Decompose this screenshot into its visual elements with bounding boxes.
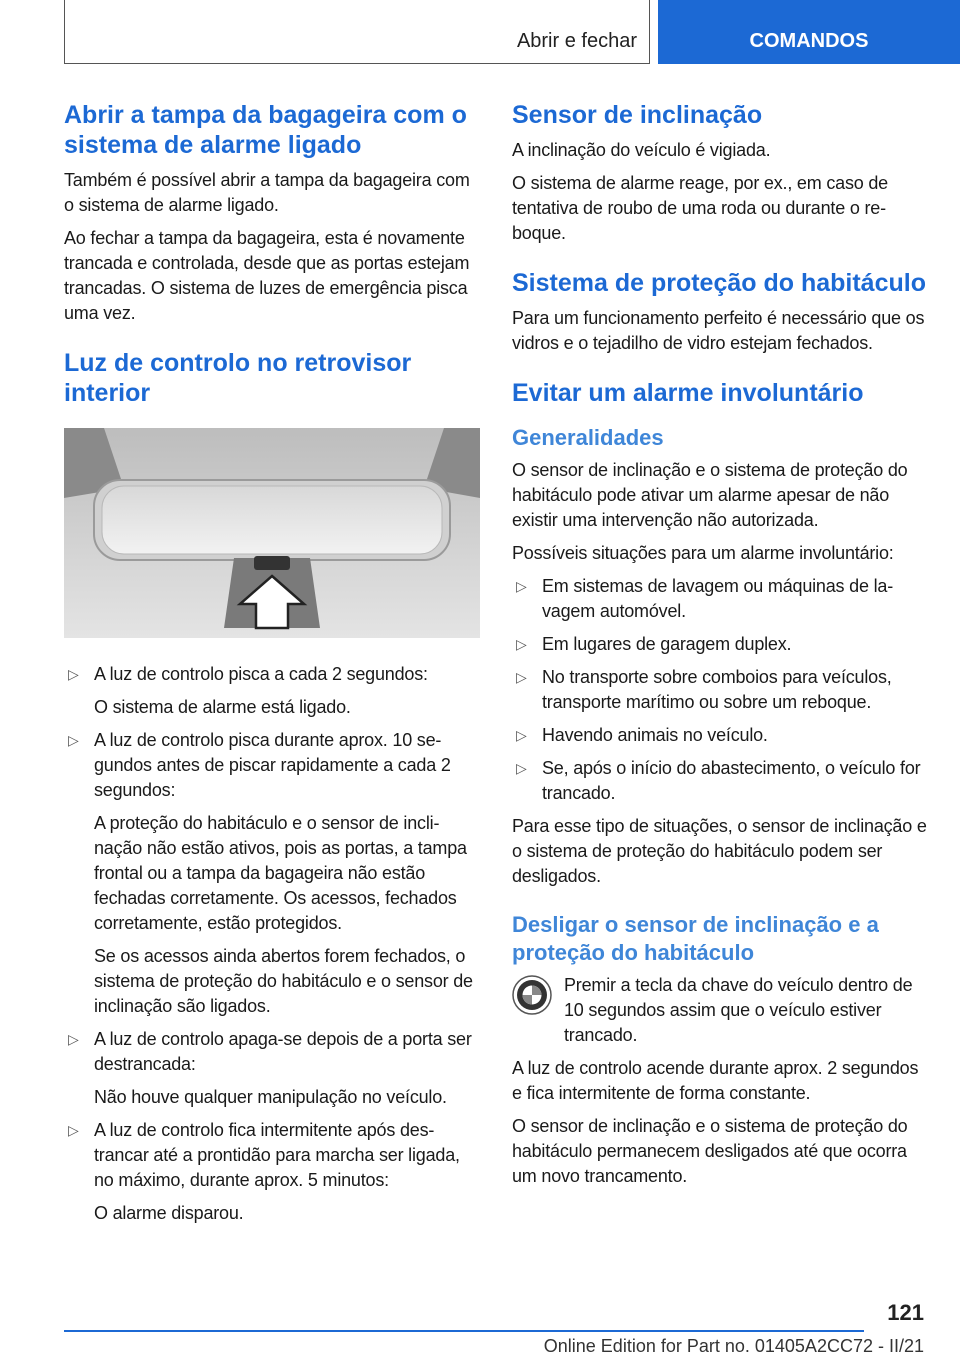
list-item: ▷ A luz de controlo fica intermitente após destrancar até a prontidão para marcha ser ligada, no máximo, durante aprox. 5 minutos: O alarme disparou. (64, 1118, 480, 1226)
list-item: ▷ Se, após o início do abastecimento, o veículo for trancado. (516, 758, 921, 803)
footer-divider (64, 1330, 864, 1332)
right-column (512, 100, 928, 1197)
paragraph: A luz de controlo acende durante aprox. 2 segundos e fica intermitente de forma constante. (512, 1058, 919, 1103)
bmw-key-button-icon (512, 975, 552, 1020)
list-item: ▷ Em lugares de garagem duplex. (512, 632, 928, 657)
paragraph: Possíveis situações para um alarme involuntário: (512, 543, 894, 563)
list-item: ▷ No transporte sobre comboios para veículos, transporte marítimo ou sobre um reboque. (516, 667, 892, 712)
left-column (64, 100, 480, 1234)
list-item-detail: Não houve qualquer manipulação no veículo. (94, 1087, 447, 1107)
paragraph: Para um funcionamento perfeito é necessário que os vidros e o tejadilho de vidro estejam fechados. (512, 308, 925, 353)
section-title-mirror-light: Luz de controlo no retrovisor interior (64, 349, 412, 407)
list-item: ▷ Em sistemas de lavagem ou máquinas de lavagem automóvel. (516, 576, 894, 621)
subsection-title-disable-sensor: Desligar o sensor de inclinação e a proteção do habitáculo (512, 912, 879, 965)
page-number: 121 (887, 1300, 924, 1325)
triangle-bullet-icon: ▷ (516, 669, 527, 685)
mirror-light-list (64, 662, 480, 1226)
list-item-detail: A proteção do habitáculo e o sensor de inclinação não estão ativos, pois as portas, a tampa frontal ou a tampa da bagageira não estão fechadas corretamente. Os acessos, fechados corretamente, estão protegidos. (94, 813, 467, 933)
list-item-detail: Se os acessos ainda abertos forem fechados, o sistema de proteção do habitáculo e o sensor de inclinação são ligados. (94, 946, 473, 1016)
header-section-box (64, 0, 650, 64)
paragraph: O sistema de alarme reage, por ex., em caso de tentativa de roubo de uma roda ou durante o reboque. (512, 173, 888, 243)
list-item-detail: O sistema de alarme está ligado. (94, 697, 351, 717)
header-section-title: Abrir e fechar (516, 30, 637, 52)
list-item: ▷ A luz de controlo pisca durante aprox. 10 segundos antes de piscar rapidamente a cada 2 segundos: A proteção do habitáculo e o sensor de inclinação não estão ativos, pois as portas, a tampa frontal ou a tampa da bagageira não estão fechadas corretamente. Os acessos, fechados corretamente, estão protegidos. Se os acessos ainda abertos forem fechados, o sistema de proteção do habitáculo e o sensor de inclinação são ligados. (64, 728, 480, 1019)
triangle-bullet-icon: ▷ (68, 666, 79, 682)
section-title-avoid-false-alarm: Evitar um alarme involuntário (512, 379, 864, 407)
triangle-bullet-icon: ▷ (68, 1031, 79, 1047)
paragraph: O sensor de inclinação e o sistema de proteção do habitáculo pode ativar um alarme apesar de não existir uma intervenção não autorizada. (512, 460, 908, 530)
paragraph: O sensor de inclinação e o sistema de proteção do habitáculo permanecem desligados até que ocorra um novo trancamento. (512, 1116, 908, 1186)
paragraph: A inclinação do veículo é vigiada. (512, 140, 771, 160)
footer-edition: Online Edition for Part no. 01405A2CC72 - II/21 (543, 1336, 924, 1356)
section-title-interior-protection: Sistema de proteção do habitáculo (512, 269, 926, 297)
paragraph: Ao fechar a tampa da bagageira, esta é novamente trancada e controlada, desde que as portas estejam trancadas. O sistema de luzes de emergência pisca uma vez. (64, 228, 470, 323)
key-instruction (512, 973, 928, 1048)
list-item-detail: O alarme disparou. (94, 1203, 244, 1223)
rear-view-mirror-illustration (64, 428, 480, 638)
triangle-bullet-icon: ▷ (516, 578, 527, 594)
section-title-tilt-sensor: Sensor de inclinação (512, 101, 763, 129)
paragraph: Para esse tipo de situações, o sensor de inclinação e o sistema de proteção do habitáculo podem ser desligados. (512, 816, 927, 886)
triangle-bullet-icon: ▷ (516, 760, 527, 776)
list-item: ▷ A luz de controlo pisca a cada 2 segundos: O sistema de alarme está ligado. (64, 662, 480, 720)
triangle-bullet-icon: ▷ (68, 732, 79, 748)
rear-view-mirror-figure (64, 428, 480, 638)
paragraph: Também é possível abrir a tampa da bagageira com o sistema de alarme ligado. (64, 170, 470, 215)
list-item: ▷ A luz de controlo apaga-se depois de a porta ser destrancada: Não houve qualquer manipulação no veículo. (64, 1027, 480, 1110)
list-item: ▷ Havendo animais no veículo. (512, 723, 928, 748)
false-alarm-list (512, 574, 928, 806)
triangle-bullet-icon: ▷ (516, 636, 527, 652)
section-title-trunk-alarm: Abrir a tampa da bagageira com o sistema de alarme ligado (64, 101, 467, 159)
header-chapter-tab: COMANDOS (658, 0, 960, 64)
subsection-title-general: Generalidades (512, 425, 664, 450)
paragraph: Premir a tecla da chave do veículo dentro de 10 segundos assim que o veículo estiver trancado. (564, 975, 913, 1045)
triangle-bullet-icon: ▷ (68, 1122, 79, 1138)
triangle-bullet-icon: ▷ (516, 727, 527, 743)
